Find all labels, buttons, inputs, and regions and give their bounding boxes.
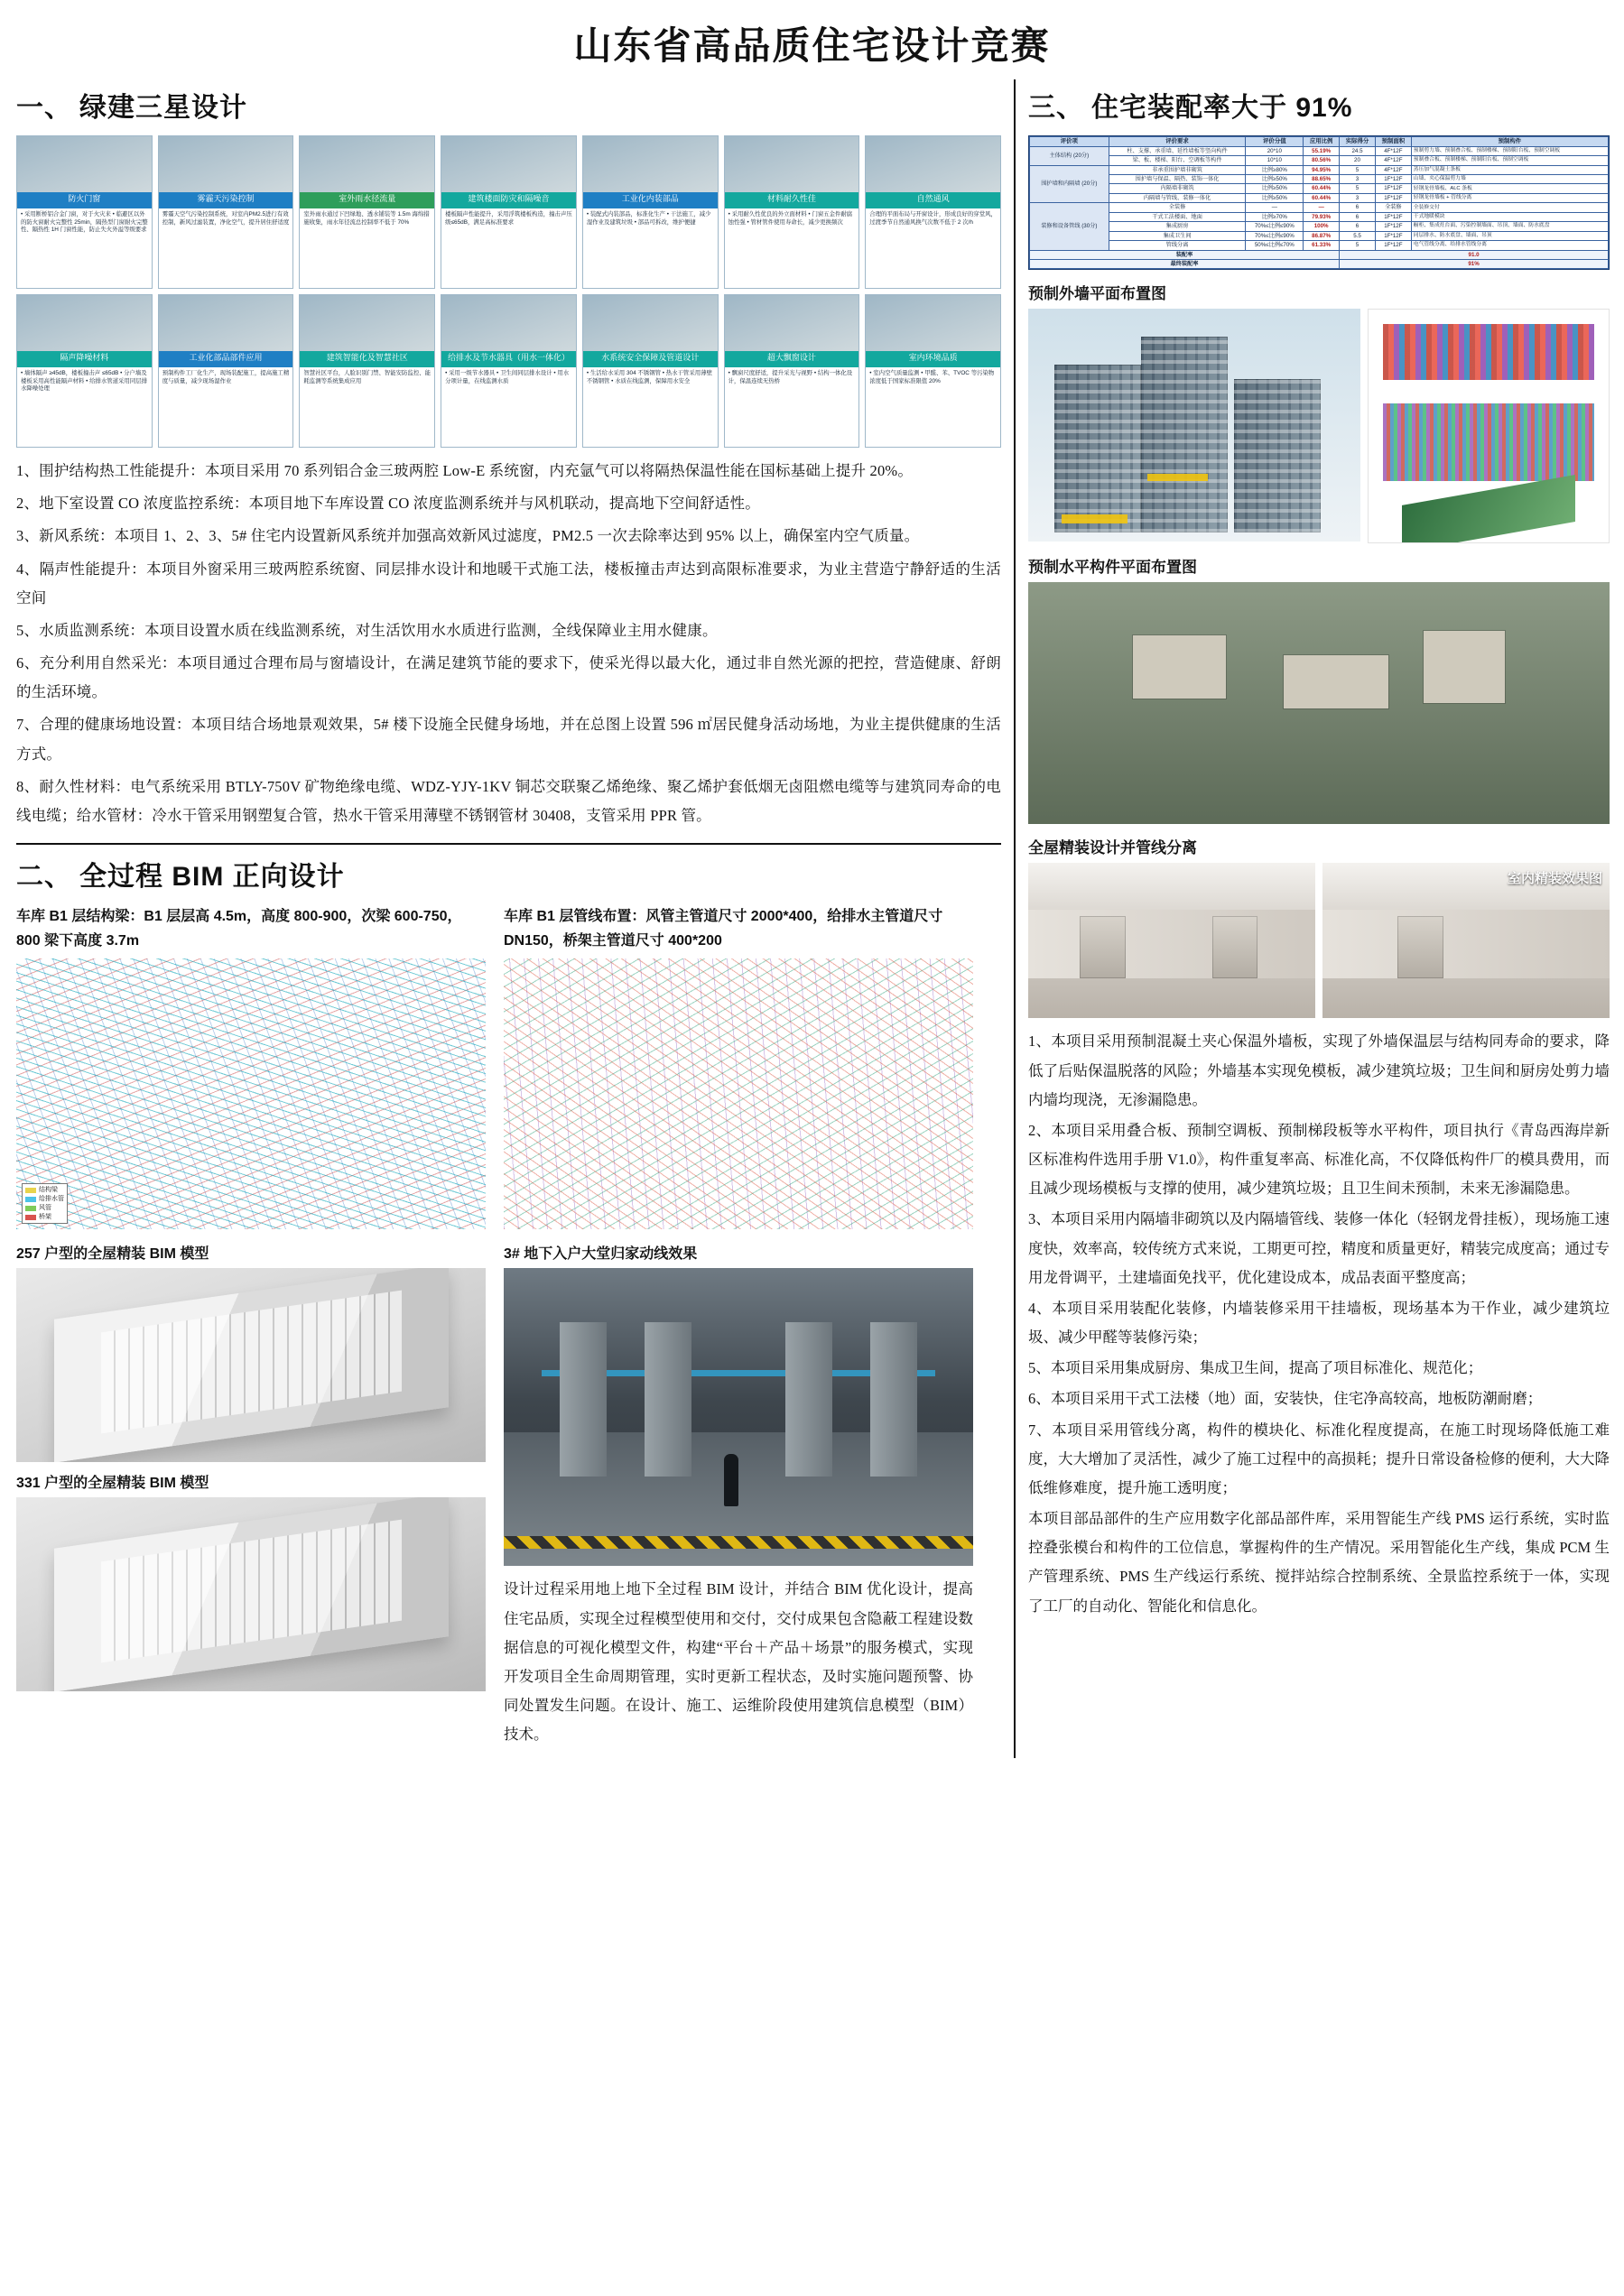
- section-2-heading: [16, 854, 1001, 893]
- cell: 79.93%: [1304, 212, 1340, 221]
- card-photo: [17, 136, 152, 192]
- paragraph: 1、围护结构热工性能提升：本项目采用 70 系列铝合金三玻两腔 Low-E 系统窗，内充氩气可以将隔热保温性能在国标基础上提升 20%。: [16, 462, 914, 479]
- section-1-heading: [16, 85, 1001, 125]
- green-card: [441, 135, 577, 289]
- cell: 4F*12F: [1375, 146, 1411, 155]
- card-body: • 装配式内装部品，标准化生产 • 干法施工，减少湿作业及建筑垃圾 • 部品可拆改，维护便捷: [586, 211, 711, 226]
- precast-horizontal-image: [1028, 582, 1610, 824]
- cell: 非承重围护墙非砌筑: [1109, 165, 1246, 174]
- legend-row: [25, 1204, 64, 1213]
- card-photo: [583, 136, 718, 192]
- cell: 6: [1340, 222, 1376, 231]
- paragraph: 4、本项目采用装配化装修，内墙装修采用干挂墙板，现场基本为干作业，减少建筑垃圾、减少甲醛等装修污染；: [1028, 1299, 1610, 1347]
- legend-label: 风管: [39, 1204, 51, 1211]
- table-row: [1030, 241, 1609, 250]
- garage-caption: 3# 地下入户大堂归家动线效果: [504, 1246, 698, 1263]
- card-photo: [159, 136, 293, 192]
- card-caption: 工业化内装部品: [583, 192, 718, 208]
- cell: 全装修: [1109, 203, 1246, 212]
- green-card: [724, 135, 860, 289]
- cell: 全装修交付: [1411, 203, 1608, 212]
- paragraph: 本项目部品部件的生产应用数字化部品部件库，采用智能生产线 PMS 运行系统，实时监控叠张模台和构件的工位信息，掌握构件的生产情况。采用智能化生产线，集成 PCM 生产管理系统、PMS 生产线运行系统、搅拌站综合控制系统、全景监控系统于一体，实现了工厂的自动化、智能化和信息化。: [1028, 1510, 1610, 1615]
- card-caption: 室内环境品质: [866, 351, 1000, 367]
- table-row: [1030, 222, 1609, 231]
- card-caption: 防火门窗: [17, 192, 152, 208]
- green-card: [16, 135, 153, 289]
- section-3-title: 住宅装配率大于 91%: [1091, 93, 1353, 123]
- card-caption: 给排水及节水器具（用水一体化）: [441, 351, 576, 367]
- garage-column: [785, 1322, 832, 1477]
- bim-mep-block: [504, 904, 973, 1229]
- section-2-title: 全过程 BIM 正向设计: [79, 862, 345, 893]
- cell: 5.5: [1340, 231, 1376, 240]
- garage-column: [645, 1322, 691, 1477]
- cell: 4F*12F: [1375, 156, 1411, 165]
- card-caption: 建筑楼面防灾和隔噪音: [441, 192, 576, 208]
- cell: 集成卫生间: [1109, 231, 1246, 240]
- table-header-row: [1030, 137, 1609, 147]
- total-label: 装配率: [1030, 250, 1340, 259]
- garage-image: [504, 1268, 973, 1566]
- card-body: • 墙体隔声 ≥45dB，楼板撞击声 ≤65dB • 分户墙及楼板采用高性能隔声材料 • 给排水管道采用同层排水降噪处理: [21, 370, 147, 393]
- cell: 20: [1340, 156, 1376, 165]
- assembly-ratio-table: [1029, 136, 1609, 269]
- cell: 1F*12F: [1375, 193, 1411, 202]
- cell: 集成厨房: [1109, 222, 1246, 231]
- cell-group: 主体结构 (20分): [1030, 146, 1109, 165]
- green-card: [441, 294, 577, 448]
- paragraph: 5、水质监测系统：本项目设置水质在线监测系统，对生活饮用水水质进行监测，全线保障业主用水健康。: [16, 621, 718, 639]
- window-pattern: [1234, 379, 1321, 532]
- card-body: 预制构件工厂化生产，现场装配施工，提高施工精度与质量，减少现场湿作业: [162, 370, 290, 384]
- cell: 100%: [1304, 222, 1340, 231]
- bim-mep-label: 车库 B1 层管线布置：风管主管道尺寸 2000*400，给排水主管道尺寸 DN150，桥架主管道尺寸 400*200: [504, 909, 943, 949]
- cell: 60.44%: [1304, 193, 1340, 202]
- wall: [1028, 910, 1315, 978]
- floor: [1028, 978, 1315, 1019]
- tower-block: [1234, 379, 1321, 532]
- wall-panel-detail: [1402, 475, 1575, 543]
- cell: 1F*12F: [1375, 212, 1411, 221]
- cell: 比例≥50%: [1246, 175, 1304, 184]
- cell: 全装修: [1375, 203, 1411, 212]
- model-257-caption: 257 户型的全屋精装 BIM 模型: [16, 1246, 209, 1263]
- window-pattern: [1141, 337, 1228, 532]
- interior-image-left: [1028, 863, 1315, 1018]
- card-caption: 水系统安全保障及管道设计: [583, 351, 718, 367]
- bim-bottom-row: [16, 1233, 1001, 1749]
- poster-columns: [0, 79, 1624, 1758]
- model-331-image: [16, 1497, 486, 1691]
- total-value: 91.0: [1340, 250, 1609, 259]
- cell: 55.19%: [1304, 146, 1340, 155]
- cell: 20*10: [1246, 146, 1304, 155]
- cell: 预制剪力墙、预制叠合板、预制楼梯、预制阳台板、预制空调板: [1411, 146, 1608, 155]
- total-label: 最终装配率: [1030, 259, 1340, 268]
- cell: 60.44%: [1304, 184, 1340, 193]
- cell: 内隔墙与管线、装修一体化: [1109, 193, 1246, 202]
- legend-row: [25, 1186, 64, 1195]
- table-total-row: [1030, 250, 1609, 259]
- paragraph: 7、合理的健康场地设置：本项目结合场地景观效果，5# 楼下设施全民健身场地，并在总图上设置 596 ㎡居民健身活动场地，为业主提供健康的生活方式。: [16, 716, 1001, 763]
- card-body: • 采用断桥铝合金门窗，对于火灾来 • 临避区以外的防火窗耐火完整性 25min，隔热型门窗耐火完整性、隔热性 1H 门窗性能，防止失火外溢等级要求: [21, 211, 148, 234]
- cell-group: 装修和设备管线 (30分): [1030, 203, 1109, 250]
- col-header: 评价要求: [1109, 137, 1246, 147]
- cell: 蒸压加气混凝土条板: [1411, 165, 1608, 174]
- interior-title: 全屋精装设计并管线分离: [1028, 839, 1197, 857]
- paragraph: 4、隔声性能提升：本项目外窗采用三玻两腔系统窗、同层排水设计和地暖干式施工法，楼板撞击声达到高限标准要求，为业主营造宁静舒适的生活空间: [16, 560, 1001, 606]
- precast-horizontal-title: 预制水平构件平面布置图: [1028, 559, 1197, 577]
- cell: 比例≥50%: [1246, 193, 1304, 202]
- card-body: • 采用耐久性优良的外立面材料 • 门窗五金件耐腐蚀性强 • 管材管件使用寿命长，减少更换频次: [728, 211, 853, 226]
- person-figure: [724, 1454, 738, 1506]
- green-card: [299, 294, 435, 448]
- cell: 橱柜、集成灶台面、污染控制墙面、吊顶、墙面、防水底盘: [1411, 222, 1608, 231]
- floor: [1322, 978, 1610, 1019]
- hazard-stripe: [504, 1536, 973, 1549]
- table-row: [1030, 203, 1609, 212]
- card-caption: 室外雨水径流量: [300, 192, 434, 208]
- section-3-paragraphs: [1028, 1027, 1610, 1620]
- bim-description: 设计过程采用地上地下全过程 BIM 设计，并结合 BIM 优化设计，提高住宅品质，实现全过程模型使用和交付，交付成果包含隐蔽工程建设数据信息的可视化模型文件，构建“平台＋产品＋场景”的服务模式，实现开发项目全生命周期管理，实时更新工程状态，及时实施问题预警、协同处置发生问题。在设计、施工、运维阶段使用建筑信息模型（BIM）技术。: [504, 1580, 973, 1744]
- card-body: • 飘窗尺度舒适，提升采光与视野 • 结构一体化设计，保温连续无热桥: [728, 370, 853, 384]
- green-card: [865, 135, 1001, 289]
- cell: 内隔墙非砌筑: [1109, 184, 1246, 193]
- plan-strip: [1383, 403, 1594, 481]
- cell: 1F*12F: [1375, 241, 1411, 250]
- plan-strip: [1383, 324, 1594, 380]
- card-body: 智慧社区平台，人脸识别门禁、智能安防监控、能耗监测等系统集成应用: [303, 370, 432, 384]
- cell: 预制叠合板、预制楼梯、预制阳台板、预制空调板: [1411, 156, 1608, 165]
- left-column: [0, 79, 1016, 1758]
- cell: 3: [1340, 193, 1376, 202]
- card-body: • 生活给水采用 304 不锈钢管 • 热水干管采用薄壁不锈钢管 • 水质在线监测，保障用水安全: [586, 370, 712, 384]
- wall: [1322, 910, 1610, 978]
- card-photo: [300, 295, 434, 351]
- highlight-marker: [1147, 474, 1207, 481]
- tower-block: [1054, 365, 1141, 532]
- bim-models-block: [16, 1233, 486, 1749]
- table-row: [1030, 156, 1609, 165]
- cell: 干式工法楼面、地面: [1109, 212, 1246, 221]
- card-photo: [441, 136, 576, 192]
- bim-structure-block: [16, 904, 486, 1229]
- cell: 5: [1340, 165, 1376, 174]
- precast-wall-plan-drawing: [1368, 309, 1610, 543]
- paragraph: 2、本项目采用叠合板、预制空调板、预制梯段板等水平构件，项目执行《青岛西海岸新区标准构件选用手册 V1.0》，构件重复率高、标准化高，不仅降低构件厂的模具费用，而且减少现场模板与支撑的使用，减少建筑垃圾；且卫生间未预制，未来无渗漏隐患。: [1028, 1121, 1610, 1198]
- col-header: 预制构件: [1411, 137, 1608, 147]
- precast-wall-3d-image: [1028, 309, 1360, 542]
- card-body: • 室内空气质量监测 • 甲醛、苯、TVOC 等污染物浓度低于国家标准限值 20%: [869, 370, 995, 384]
- cell: 1F*12F: [1375, 231, 1411, 240]
- cell: 70%≤比例≤90%: [1246, 231, 1304, 240]
- interior-image-right: [1322, 863, 1610, 1018]
- table-total-row: [1030, 259, 1609, 268]
- precast-wall-row: [1028, 309, 1610, 543]
- table-row: [1030, 175, 1609, 184]
- paragraph: 2、地下室设置 CO 浓度监控系统：本项目地下车库设置 CO 浓度监测系统并与风机联动，提高地下空间舒适性。: [16, 495, 760, 513]
- card-body: 楼板隔声性能提升，采用浮筑楼板构造，撞击声压级≤65dB，满足高标准要求: [445, 211, 572, 226]
- door: [1212, 916, 1258, 978]
- cell: 比例≥70%: [1246, 212, 1304, 221]
- card-photo: [725, 136, 859, 192]
- cell: 10*10: [1246, 156, 1304, 165]
- total-value: 91%: [1340, 259, 1609, 268]
- interior-row: [1028, 863, 1610, 1018]
- cell: 围护墙与保温、隔热、装饰一体化: [1109, 175, 1246, 184]
- paragraph: 7、本项目采用管线分离，构件的模块化、标准化程度提高，在施工时现场降低施工难度，大大增加了灵活性，减少了施工过程中的高损耗；提升日常设备检修的便利，大大降低维修难度，提升施工透明度；: [1028, 1421, 1610, 1496]
- cell: 61.33%: [1304, 241, 1340, 250]
- door: [1080, 916, 1126, 978]
- bim-structure-image: [16, 958, 486, 1229]
- paragraph: 3、新风系统：本项目 1、2、3、5# 住宅内设置新风系统并加强高效新风过滤度，PM2.5 一次去除率达到 95% 以上，确保室内空气质量。: [16, 527, 920, 545]
- cell-group: 围护墙和内隔墙 (20分): [1030, 165, 1109, 203]
- precast-wall-title: 预制外墙平面布置图: [1028, 285, 1166, 303]
- cell: —: [1246, 203, 1304, 212]
- cell: 94.95%: [1304, 165, 1340, 174]
- section-2-number: 二、: [16, 862, 72, 893]
- green-card: [865, 294, 1001, 448]
- card-body: 雾霾天空气污染控制系统，对室内PM2.5进行有效控制，新风过滤装置，净化空气，提升居住舒适度: [162, 211, 290, 226]
- table-row: [1030, 212, 1609, 221]
- card-photo: [441, 295, 576, 351]
- col-header: 预制面积: [1375, 137, 1411, 147]
- card-photo: [866, 295, 1000, 351]
- cell: 5: [1340, 184, 1376, 193]
- cell: 5: [1340, 241, 1376, 250]
- legend-label: 结构梁: [39, 1187, 58, 1194]
- bim-mep-image: [504, 958, 973, 1229]
- cell: 1F*12F: [1375, 175, 1411, 184]
- cell: —: [1304, 203, 1340, 212]
- table-row: [1030, 184, 1609, 193]
- model-257-image: [16, 1268, 486, 1462]
- bim-legend: [22, 1183, 68, 1224]
- paragraph: 6、本项目采用干式工法楼（地）面，安装快，住宅净高较高，地板防潮耐磨；: [1028, 1390, 1543, 1408]
- green-card: [582, 135, 719, 289]
- col-header: 应用比例: [1304, 137, 1340, 147]
- card-photo: [583, 295, 718, 351]
- cell: 轻钢龙骨墙板 + 管线分离: [1411, 193, 1608, 202]
- highlight-marker: [1062, 514, 1128, 523]
- legend-label: 桥架: [39, 1213, 51, 1220]
- green-card: [158, 135, 294, 289]
- paragraph: 3、本项目采用内隔墙非砌筑以及内隔墙管线、装修一体化（轻钢龙骨挂板），现场施工速度快，效率高，较传统方式来说，工期更可控，精度和质量更好，精装完成度高；通过专用龙骨调平，土建墙面免找平，优化建设成本，成品表面平整度高；: [1028, 1210, 1610, 1286]
- card-caption: 建筑智能化及智慧社区: [300, 351, 434, 367]
- col-header: 评价项: [1030, 137, 1109, 147]
- card-body: 室外雨水通过下凹绿地、透水铺装等 1.5m 海绵措施收集，雨水年径流总控制率不低于 70%: [303, 211, 430, 226]
- garage-column: [560, 1322, 607, 1477]
- card-caption: 超大飘窗设计: [725, 351, 859, 367]
- table-row: [1030, 193, 1609, 202]
- card-photo: [17, 295, 152, 351]
- card-photo: [159, 295, 293, 351]
- bim-top-row: [16, 904, 1001, 1229]
- cell: 柱、支撑、承重墙、延性墙板等竖向构件: [1109, 146, 1246, 155]
- ceiling: [1028, 863, 1315, 910]
- paragraph: 6、充分利用自然采光：本项目通过合理布局与窗墙设计，在满足建筑节能的要求下，使采光得以最大化，通过非自然光源的把控，营造健康、舒朗的生活环境。: [16, 654, 1001, 701]
- garage-column: [870, 1322, 917, 1477]
- card-photo: [866, 136, 1000, 192]
- cell: 梁、板、楼梯、阳台、空调板等构件: [1109, 156, 1246, 165]
- green-card: [16, 294, 153, 448]
- col-header: 评价分值: [1246, 137, 1304, 147]
- cell: 同层排水、防水底盘、墙面、吊顶: [1411, 231, 1608, 240]
- card-caption: 雾霾天污染控制: [159, 192, 293, 208]
- cell: 比例≥80%: [1246, 165, 1304, 174]
- card-body: 合理的平面布局与开窗设计，形成良好的穿堂风，过渡季节自然通风换气次数不低于 2 次/h: [869, 211, 997, 226]
- model-331-caption: 331 户型的全屋精装 BIM 模型: [16, 1476, 209, 1492]
- section-3-number: 三、: [1028, 93, 1084, 123]
- card-caption: 材料耐久性佳: [725, 192, 859, 208]
- cell: 3: [1340, 175, 1376, 184]
- green-card: [158, 294, 294, 448]
- cell: 24.5: [1340, 146, 1376, 155]
- interior-label: 室内精装效果图: [1507, 871, 1602, 887]
- cell: 6: [1340, 212, 1376, 221]
- cell: 1F*12F: [1375, 184, 1411, 193]
- cell: 6: [1340, 203, 1376, 212]
- slab-zone: [1424, 631, 1505, 703]
- paragraph: 1、本项目采用预制混凝土夹心保温外墙板，实现了外墙保温层与结构同寿命的要求，降低了后贴保温脱落的风险；外墙基本实现免模板，减少建筑垃圾；卫生间和厨房处剪力墙内墙均现浇，无渗漏隐患。: [1028, 1032, 1610, 1108]
- section-1-number: 一、: [16, 93, 72, 123]
- cell: 管线分离: [1109, 241, 1246, 250]
- card-caption: 隔声降噪材料: [17, 351, 152, 367]
- green-building-card-grid: [16, 135, 1001, 448]
- cell: 80.56%: [1304, 156, 1340, 165]
- garage-block: [504, 1233, 973, 1749]
- green-card: [724, 294, 860, 448]
- cell: 电气管线分离、给排水管线分离: [1411, 241, 1608, 250]
- window-pattern: [1054, 365, 1141, 532]
- col-header: 实际得分: [1340, 137, 1376, 147]
- green-card: [299, 135, 435, 289]
- page-title: 山东省高品质住宅设计竞赛: [573, 24, 1051, 67]
- cell: 干式地暖模块: [1411, 212, 1608, 221]
- paragraph: 5、本项目采用集成厨房、集成卫生间，提高了项目标准化、规范化；: [1028, 1359, 1483, 1377]
- table-row: [1030, 165, 1609, 174]
- legend-label: 给排水管: [39, 1196, 64, 1203]
- table-row: [1030, 146, 1609, 155]
- slab-zone: [1284, 655, 1388, 708]
- cell: 1F*12F: [1375, 222, 1411, 231]
- card-photo: [725, 295, 859, 351]
- cell: 比例≥50%: [1246, 184, 1304, 193]
- section-3-heading: [1028, 85, 1610, 125]
- slab-zone: [1133, 635, 1226, 699]
- tower-block: [1141, 337, 1228, 532]
- right-column: [1016, 79, 1624, 1758]
- cell: 70%≤比例≤90%: [1246, 222, 1304, 231]
- cell: 4F*12F: [1375, 165, 1411, 174]
- table-row: [1030, 231, 1609, 240]
- door: [1397, 916, 1443, 978]
- cell: 88.65%: [1304, 175, 1340, 184]
- section-1-title: 绿建三星设计: [79, 93, 247, 123]
- cell: 50%≤比例≤70%: [1246, 241, 1304, 250]
- card-caption: 自然通风: [866, 192, 1000, 208]
- section-divider: [16, 843, 1001, 845]
- cell: 86.87%: [1304, 231, 1340, 240]
- card-photo: [300, 136, 434, 192]
- assembly-ratio-table-wrap: [1028, 135, 1610, 270]
- legend-row: [25, 1213, 64, 1222]
- card-caption: 工业化部品部件应用: [159, 351, 293, 367]
- bim-structure-label: 车库 B1 层结构梁：B1 层层高 4.5m，高度 800-900，次梁 600-750，800 梁下高度 3.7m: [16, 909, 462, 949]
- paragraph: 8、耐久性材料：电气系统采用 BTLY-750V 矿物绝缘电缆、WDZ-YJY-1KV 铜芯交联聚乙烯绝缘、聚乙烯护套低烟无卤阻燃电缆等与建筑同寿命的电线电缆；给水管材：冷水干管采用钢塑复合管，热水干管采用薄壁不锈钢管材 30408，支管采用 PPR 管。: [16, 777, 1001, 824]
- section-1-paragraphs: [16, 457, 1001, 830]
- cell: 轻钢龙骨墙板、ALC 条板: [1411, 184, 1608, 193]
- card-body: • 采用一级节水器具 • 卫生间同层排水设计 • 用水分项计量，在线监测水质: [445, 370, 570, 384]
- green-card: [582, 294, 719, 448]
- legend-row: [25, 1195, 64, 1204]
- cell: 山墙、夹心保温剪力墙: [1411, 175, 1608, 184]
